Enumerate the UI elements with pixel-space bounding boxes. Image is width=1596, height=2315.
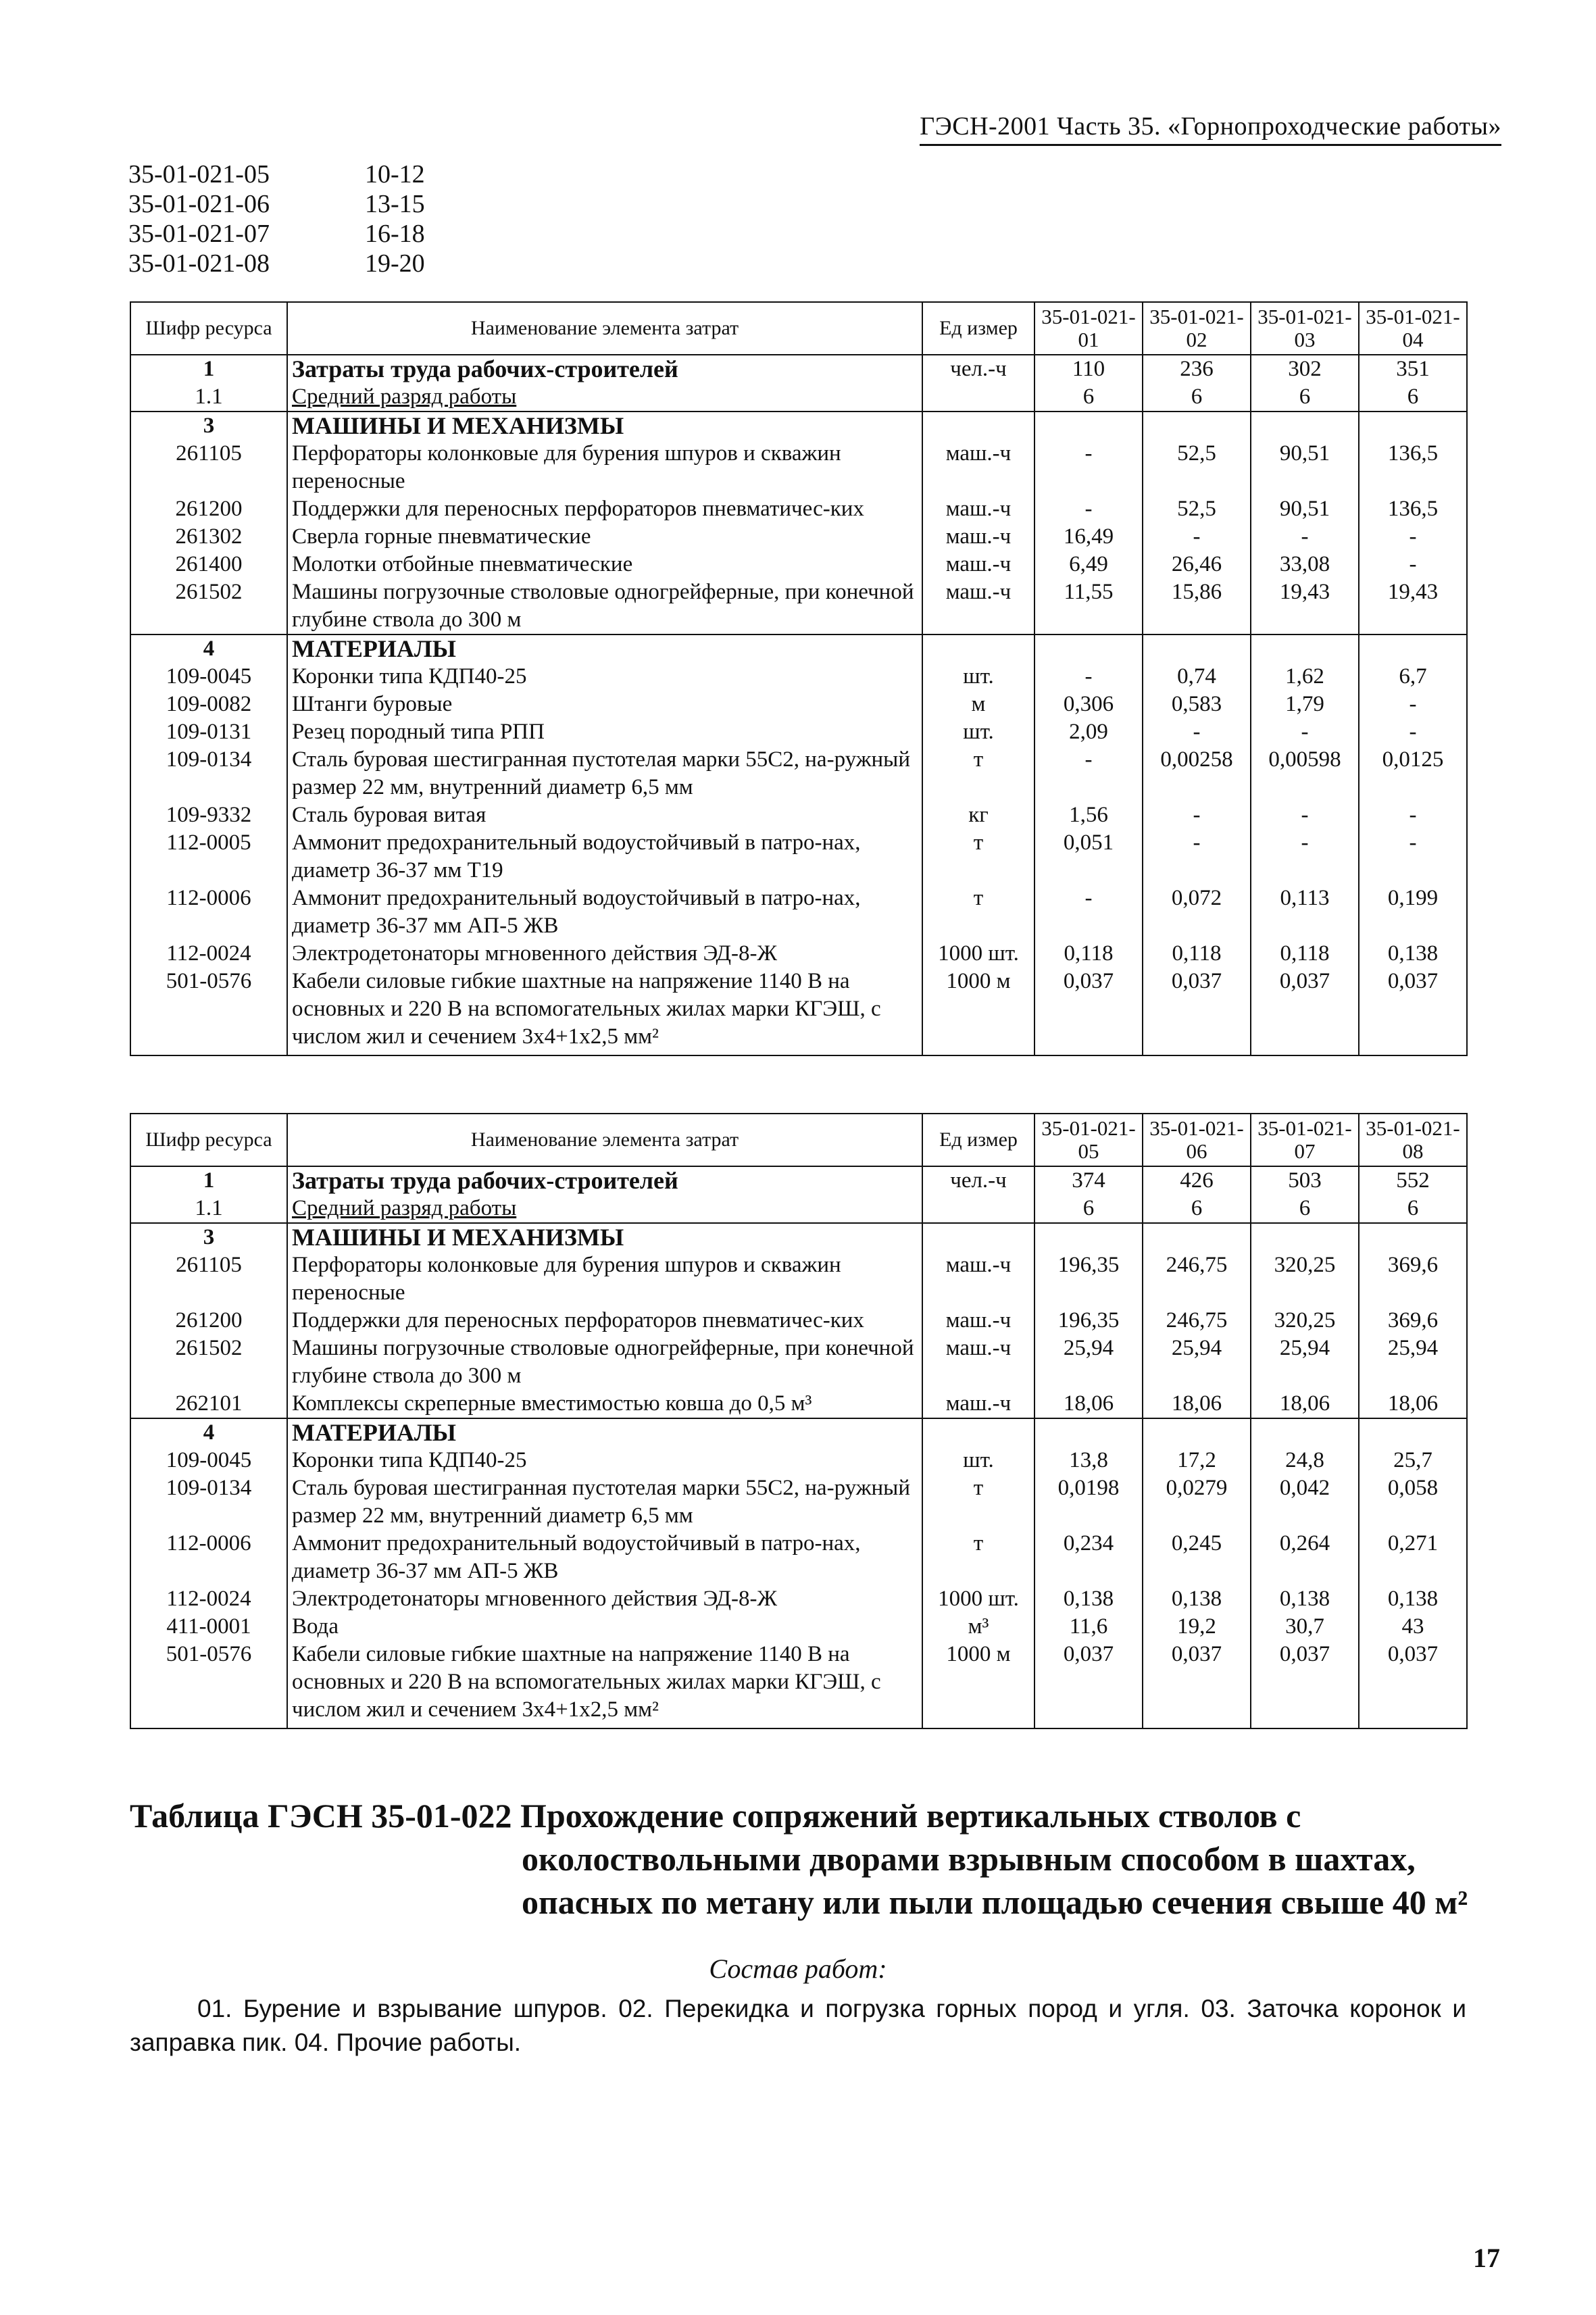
cell-value: 110 bbox=[1034, 355, 1143, 383]
cell-value: 25,94 bbox=[1034, 1335, 1143, 1390]
cell-unit: маш.-ч bbox=[922, 1335, 1034, 1390]
cell-value: 0,138 bbox=[1143, 1585, 1251, 1613]
cell-value: - bbox=[1143, 523, 1251, 551]
cell-name: Резец породный типа РПП bbox=[287, 718, 922, 746]
cell-value: 0,245 bbox=[1143, 1530, 1251, 1585]
cell-value: 25,94 bbox=[1143, 1335, 1251, 1390]
cell-value: 0,199 bbox=[1359, 885, 1467, 940]
cell-value: 19,43 bbox=[1251, 578, 1359, 634]
cell-value: 6 bbox=[1143, 1195, 1251, 1223]
table-row bbox=[130, 1195, 1467, 1223]
cell-unit: шт. bbox=[922, 1447, 1034, 1474]
cell-unit bbox=[922, 1223, 1034, 1251]
cell-value: 0,583 bbox=[1143, 691, 1251, 718]
composition-heading: Состав работ: bbox=[709, 1953, 887, 1984]
cell-code: 411-0001 bbox=[130, 1613, 287, 1641]
cell-value bbox=[1359, 412, 1467, 440]
table-title-line: Таблица ГЭСН 35-01-022 Прохождение сопряжений вертикальных стволов с bbox=[130, 1797, 1301, 1835]
cell-value: 302 bbox=[1251, 355, 1359, 383]
cell-code: 4 bbox=[130, 634, 287, 663]
cell-name: Молотки отбойные пневматические bbox=[287, 551, 922, 578]
cell-value: 90,51 bbox=[1251, 440, 1359, 495]
column-header-unit: Ед измер bbox=[922, 1114, 1034, 1166]
cell-value: 25,94 bbox=[1359, 1335, 1467, 1390]
column-header-norm: 35-01-021-01 bbox=[1034, 302, 1143, 355]
cell-code: 501-0576 bbox=[130, 968, 287, 1055]
cell-value: 24,8 bbox=[1251, 1447, 1359, 1474]
cell-name: Кабели силовые гибкие шахтные на напряжение 1140 В на основных и 220 В на вспомогательных жилах марки КГЭШ, с числом жил и сечением 3х4+1х2,5 мм² bbox=[287, 968, 922, 1055]
cell-name: Аммонит предохранительный водоустойчивый в патро-нах, диаметр 36-37 мм АП-5 ЖВ bbox=[287, 885, 922, 940]
cell-value: 0,118 bbox=[1034, 940, 1143, 968]
cell-code: 261502 bbox=[130, 1335, 287, 1390]
cell-value: - bbox=[1251, 801, 1359, 829]
table-row bbox=[130, 1613, 1467, 1641]
cell-code: 112-0005 bbox=[130, 829, 287, 885]
cell-value bbox=[1359, 634, 1467, 663]
cell-value: 6 bbox=[1251, 1195, 1359, 1223]
cell-value: 18,06 bbox=[1143, 1390, 1251, 1418]
cell-value: 246,75 bbox=[1143, 1251, 1251, 1307]
cell-unit: 1000 м bbox=[922, 968, 1034, 1055]
column-header-norm: 35-01-021-07 bbox=[1251, 1114, 1359, 1166]
cell-value bbox=[1251, 1223, 1359, 1251]
cell-value: 18,06 bbox=[1251, 1390, 1359, 1418]
cell-unit: чел.-ч bbox=[922, 355, 1034, 383]
table-row bbox=[130, 355, 1467, 383]
cell-value: 426 bbox=[1143, 1166, 1251, 1195]
cell-code: 109-0134 bbox=[130, 1474, 287, 1530]
cell-code: 3 bbox=[130, 412, 287, 440]
cell-code: 501-0576 bbox=[130, 1641, 287, 1728]
cell-value: 6,7 bbox=[1359, 663, 1467, 691]
cell-value: 136,5 bbox=[1359, 495, 1467, 523]
cell-code: 1 bbox=[130, 1166, 287, 1195]
reference-range: 10-12 bbox=[365, 160, 425, 189]
column-header-norm: 35-01-021-06 bbox=[1143, 1114, 1251, 1166]
cell-value: 0,037 bbox=[1359, 968, 1467, 1055]
cell-value: 369,6 bbox=[1359, 1307, 1467, 1335]
cell-value bbox=[1359, 1223, 1467, 1251]
cell-value: - bbox=[1034, 440, 1143, 495]
cell-unit: м³ bbox=[922, 1613, 1034, 1641]
reference-row bbox=[128, 219, 500, 249]
cell-value: 0,037 bbox=[1034, 1641, 1143, 1728]
cell-value: 0,138 bbox=[1359, 1585, 1467, 1613]
cell-code: 261105 bbox=[130, 440, 287, 495]
cell-name: МАШИНЫ И МЕХАНИЗМЫ bbox=[287, 1223, 922, 1251]
cell-code: 1.1 bbox=[130, 1195, 287, 1223]
cell-code: 262101 bbox=[130, 1390, 287, 1418]
table-row bbox=[130, 1474, 1467, 1530]
cell-code: 261400 bbox=[130, 551, 287, 578]
cell-value bbox=[1034, 1223, 1143, 1251]
column-header-code: Шифр ресурса bbox=[130, 1114, 287, 1166]
cell-value: 52,5 bbox=[1143, 440, 1251, 495]
table-title bbox=[130, 1794, 1481, 1924]
column-header-norm: 35-01-021-03 bbox=[1251, 302, 1359, 355]
table-row bbox=[130, 523, 1467, 551]
cell-name: МАШИНЫ И МЕХАНИЗМЫ bbox=[287, 412, 922, 440]
cell-value bbox=[1143, 634, 1251, 663]
cell-name: Сталь буровая шестигранная пустотелая марки 55С2, на-ружный размер 22 мм, внутренний диаметр 6,5 мм bbox=[287, 746, 922, 801]
reference-range: 13-15 bbox=[365, 190, 425, 218]
cell-value: 19,2 bbox=[1143, 1613, 1251, 1641]
cell-value: 196,35 bbox=[1034, 1307, 1143, 1335]
cell-value: - bbox=[1359, 523, 1467, 551]
table-row bbox=[130, 1335, 1467, 1390]
reference-range: 16-18 bbox=[365, 220, 425, 248]
cell-value: - bbox=[1359, 801, 1467, 829]
cell-name: Коронки типа КДП40-25 bbox=[287, 1447, 922, 1474]
cell-code: 261502 bbox=[130, 578, 287, 634]
cell-value: 19,43 bbox=[1359, 578, 1467, 634]
column-header-name: Наименование элемента затрат bbox=[287, 302, 922, 355]
cell-value: 11,55 bbox=[1034, 578, 1143, 634]
cell-value: 0,037 bbox=[1359, 1641, 1467, 1728]
cell-code: 109-9332 bbox=[130, 801, 287, 829]
column-header-norm: 35-01-021-05 bbox=[1034, 1114, 1143, 1166]
cell-unit bbox=[922, 1195, 1034, 1223]
table-row bbox=[130, 1585, 1467, 1613]
table-row bbox=[130, 746, 1467, 801]
cell-value: - bbox=[1143, 718, 1251, 746]
cell-name: Перфораторы колонковые для бурения шпуров и скважин переносные bbox=[287, 440, 922, 495]
cell-name: Машины погрузочные стволовые одногрейферные, при конечной глубине ствола до 300 м bbox=[287, 1335, 922, 1390]
table-row bbox=[130, 1307, 1467, 1335]
cell-value: - bbox=[1251, 523, 1359, 551]
cell-value: 30,7 bbox=[1251, 1613, 1359, 1641]
cell-unit: маш.-ч bbox=[922, 1307, 1034, 1335]
cell-value bbox=[1251, 1418, 1359, 1447]
table-row bbox=[130, 1641, 1467, 1728]
cell-value: 0,0279 bbox=[1143, 1474, 1251, 1530]
cell-value bbox=[1034, 1418, 1143, 1447]
cell-value: 0,037 bbox=[1251, 968, 1359, 1055]
table-row bbox=[130, 383, 1467, 412]
column-header-norm: 35-01-021-02 bbox=[1143, 302, 1251, 355]
cell-value: 25,7 bbox=[1359, 1447, 1467, 1474]
cell-value: 369,6 bbox=[1359, 1251, 1467, 1307]
column-header-code: Шифр ресурса bbox=[130, 302, 287, 355]
table-row bbox=[130, 440, 1467, 495]
table-row bbox=[130, 1223, 1467, 1251]
cell-value: 552 bbox=[1359, 1166, 1467, 1195]
reference-row bbox=[128, 189, 500, 219]
cell-value bbox=[1359, 1418, 1467, 1447]
cell-value bbox=[1143, 412, 1251, 440]
table-row bbox=[130, 829, 1467, 885]
table-row bbox=[130, 1530, 1467, 1585]
table-row bbox=[130, 1390, 1467, 1418]
cell-value: 17,2 bbox=[1143, 1447, 1251, 1474]
cell-unit: т bbox=[922, 746, 1034, 801]
reference-code: 35-01-021-07 bbox=[128, 220, 270, 248]
cell-name: Кабели силовые гибкие шахтные на напряжение 1140 В на основных и 220 В на вспомогательных жилах марки КГЭШ, с числом жил и сечением 3х4+1х2,5 мм² bbox=[287, 1641, 922, 1728]
cell-value: 0,058 bbox=[1359, 1474, 1467, 1530]
cell-value: 0,00598 bbox=[1251, 746, 1359, 801]
cell-value: 6 bbox=[1251, 383, 1359, 412]
cell-code: 112-0024 bbox=[130, 1585, 287, 1613]
cell-value: 0,037 bbox=[1143, 1641, 1251, 1728]
cell-name: Сталь буровая витая bbox=[287, 801, 922, 829]
cell-unit bbox=[922, 634, 1034, 663]
cell-value: 320,25 bbox=[1251, 1251, 1359, 1307]
page-number: 17 bbox=[1473, 2243, 1500, 2273]
cell-unit: маш.-ч bbox=[922, 551, 1034, 578]
composition-text: 01. Бурение и взрывание шпуров. 02. Перекидка и погрузка горных пород и угля. 03. Заточка коронок и заправка пик. 04. Прочие работы. bbox=[130, 1995, 1466, 2056]
column-header-norm: 35-01-021-04 bbox=[1359, 302, 1467, 355]
table-row bbox=[130, 691, 1467, 718]
table-row bbox=[130, 718, 1467, 746]
table-row bbox=[130, 634, 1467, 663]
cell-code: 261200 bbox=[130, 495, 287, 523]
cell-value: 0,271 bbox=[1359, 1530, 1467, 1585]
cell-code: 1.1 bbox=[130, 383, 287, 412]
reference-range: 19-20 bbox=[365, 249, 425, 278]
cell-unit: маш.-ч bbox=[922, 440, 1034, 495]
table-row bbox=[130, 1166, 1467, 1195]
cell-unit: кг bbox=[922, 801, 1034, 829]
cell-value: 6 bbox=[1034, 1195, 1143, 1223]
cell-code: 261200 bbox=[130, 1307, 287, 1335]
cell-value: 43 bbox=[1359, 1613, 1467, 1641]
cell-value: 0,037 bbox=[1143, 968, 1251, 1055]
cell-value: 13,8 bbox=[1034, 1447, 1143, 1474]
cell-name: Машины погрузочные стволовые одногрейферные, при конечной глубине ствола до 300 м bbox=[287, 578, 922, 634]
cell-code: 109-0045 bbox=[130, 663, 287, 691]
cell-value bbox=[1251, 412, 1359, 440]
cell-value: 1,62 bbox=[1251, 663, 1359, 691]
cell-value: 0,118 bbox=[1143, 940, 1251, 968]
cell-name: Аммонит предохранительный водоустойчивый в патро-нах, диаметр 36-37 мм АП-5 ЖВ bbox=[287, 1530, 922, 1585]
cell-value: - bbox=[1359, 718, 1467, 746]
cell-value: 26,46 bbox=[1143, 551, 1251, 578]
cell-value: 374 bbox=[1034, 1166, 1143, 1195]
cell-value bbox=[1251, 634, 1359, 663]
cell-value: - bbox=[1034, 885, 1143, 940]
reference-list bbox=[128, 159, 500, 278]
cell-code: 112-0024 bbox=[130, 940, 287, 968]
table-row bbox=[130, 801, 1467, 829]
cell-value: - bbox=[1251, 829, 1359, 885]
cell-value: - bbox=[1034, 663, 1143, 691]
column-header-name: Наименование элемента затрат bbox=[287, 1114, 922, 1166]
cell-unit: 1000 шт. bbox=[922, 1585, 1034, 1613]
table-title-line: околоствольными дворами взрывным способом в шахтах, bbox=[522, 1840, 1416, 1878]
cell-unit: маш.-ч bbox=[922, 1251, 1034, 1307]
cell-name: Перфораторы колонковые для бурения шпуров и скважин переносные bbox=[287, 1251, 922, 1307]
cell-unit: м bbox=[922, 691, 1034, 718]
cell-value: 351 bbox=[1359, 355, 1467, 383]
cell-value: 0,037 bbox=[1251, 1641, 1359, 1728]
cell-name: Коронки типа КДП40-25 bbox=[287, 663, 922, 691]
cell-value: 0,234 bbox=[1034, 1530, 1143, 1585]
cell-value: 0,118 bbox=[1251, 940, 1359, 968]
cell-value: 33,08 bbox=[1251, 551, 1359, 578]
cell-value: 0,264 bbox=[1251, 1530, 1359, 1585]
cell-name: Электродетонаторы мгновенного действия ЭД-8-Ж bbox=[287, 1585, 922, 1613]
cell-unit: чел.-ч bbox=[922, 1166, 1034, 1195]
cell-value: 0,042 bbox=[1251, 1474, 1359, 1530]
cell-unit: т bbox=[922, 829, 1034, 885]
table-row bbox=[130, 412, 1467, 440]
cell-name: Затраты труда рабочих-строителей bbox=[287, 1166, 922, 1195]
cell-value: - bbox=[1251, 718, 1359, 746]
cell-value: 0,138 bbox=[1251, 1585, 1359, 1613]
cell-value: 90,51 bbox=[1251, 495, 1359, 523]
reference-code: 35-01-021-08 bbox=[128, 249, 270, 278]
cell-value: - bbox=[1359, 691, 1467, 718]
cell-name: Сверла горные пневматические bbox=[287, 523, 922, 551]
cell-value: 320,25 bbox=[1251, 1307, 1359, 1335]
running-header: ГЭСН-2001 Часть 35. «Горнопроходческие работы» bbox=[920, 111, 1501, 146]
table-row bbox=[130, 551, 1467, 578]
cell-unit: маш.-ч bbox=[922, 495, 1034, 523]
cell-value: 15,86 bbox=[1143, 578, 1251, 634]
cell-value: 0,0125 bbox=[1359, 746, 1467, 801]
cell-value: 18,06 bbox=[1359, 1390, 1467, 1418]
cell-value: 246,75 bbox=[1143, 1307, 1251, 1335]
cell-value: - bbox=[1143, 801, 1251, 829]
resource-table-1 bbox=[130, 301, 1468, 1056]
cell-value: 1,56 bbox=[1034, 801, 1143, 829]
cell-value bbox=[1143, 1418, 1251, 1447]
table-row bbox=[130, 968, 1467, 1055]
cell-name: Поддержки для переносных перфораторов пневматичес-ких bbox=[287, 495, 922, 523]
cell-value: - bbox=[1034, 495, 1143, 523]
cell-code: 112-0006 bbox=[130, 885, 287, 940]
cell-code: 4 bbox=[130, 1418, 287, 1447]
cell-value: 2,09 bbox=[1034, 718, 1143, 746]
cell-value: 6 bbox=[1359, 1195, 1467, 1223]
cell-unit: шт. bbox=[922, 718, 1034, 746]
cell-value bbox=[1034, 412, 1143, 440]
cell-value: - bbox=[1359, 551, 1467, 578]
cell-value: 0,037 bbox=[1034, 968, 1143, 1055]
cell-name: Поддержки для переносных перфораторов пневматичес-ких bbox=[287, 1307, 922, 1335]
table-row bbox=[130, 1418, 1467, 1447]
cell-value: 1,79 bbox=[1251, 691, 1359, 718]
cell-value: - bbox=[1034, 746, 1143, 801]
cell-value: 0,00258 bbox=[1143, 746, 1251, 801]
cell-unit: маш.-ч bbox=[922, 1390, 1034, 1418]
table-row bbox=[130, 663, 1467, 691]
cell-value: - bbox=[1359, 829, 1467, 885]
cell-name: Средний разряд работы bbox=[287, 383, 922, 412]
cell-code: 261302 bbox=[130, 523, 287, 551]
cell-value: 52,5 bbox=[1143, 495, 1251, 523]
cell-unit: шт. bbox=[922, 663, 1034, 691]
cell-code: 3 bbox=[130, 1223, 287, 1251]
cell-value: 6 bbox=[1359, 383, 1467, 412]
cell-code: 112-0006 bbox=[130, 1530, 287, 1585]
cell-value: 6 bbox=[1034, 383, 1143, 412]
cell-name: Комплексы скреперные вместимостью ковша до 0,5 м³ bbox=[287, 1390, 922, 1418]
cell-name: МАТЕРИАЛЫ bbox=[287, 634, 922, 663]
cell-unit: маш.-ч bbox=[922, 578, 1034, 634]
cell-code: 261105 bbox=[130, 1251, 287, 1307]
cell-value bbox=[1143, 1223, 1251, 1251]
table-row bbox=[130, 495, 1467, 523]
cell-code: 109-0082 bbox=[130, 691, 287, 718]
column-header-norm: 35-01-021-08 bbox=[1359, 1114, 1467, 1166]
cell-code: 109-0045 bbox=[130, 1447, 287, 1474]
cell-value: 16,49 bbox=[1034, 523, 1143, 551]
cell-value: 6,49 bbox=[1034, 551, 1143, 578]
cell-value: - bbox=[1143, 829, 1251, 885]
cell-name: Вода bbox=[287, 1613, 922, 1641]
cell-name: Средний разряд работы bbox=[287, 1195, 922, 1223]
cell-code: 109-0134 bbox=[130, 746, 287, 801]
cell-value: 0,072 bbox=[1143, 885, 1251, 940]
table-header-row bbox=[130, 1114, 1467, 1166]
table-row bbox=[130, 940, 1467, 968]
cell-value: 11,6 bbox=[1034, 1613, 1143, 1641]
cell-value: 0,0198 bbox=[1034, 1474, 1143, 1530]
cell-name: Затраты труда рабочих-строителей bbox=[287, 355, 922, 383]
table-row bbox=[130, 578, 1467, 634]
cell-unit: т bbox=[922, 1474, 1034, 1530]
cell-name: Сталь буровая шестигранная пустотелая марки 55С2, на-ружный размер 22 мм, внутренний диаметр 6,5 мм bbox=[287, 1474, 922, 1530]
cell-unit: т bbox=[922, 1530, 1034, 1585]
cell-value: 136,5 bbox=[1359, 440, 1467, 495]
cell-value: 196,35 bbox=[1034, 1251, 1143, 1307]
cell-code: 109-0131 bbox=[130, 718, 287, 746]
cell-name: Аммонит предохранительный водоустойчивый в патро-нах, диаметр 36-37 мм Т19 bbox=[287, 829, 922, 885]
cell-name: Электродетонаторы мгновенного действия ЭД-8-Ж bbox=[287, 940, 922, 968]
reference-row bbox=[128, 249, 500, 278]
cell-value bbox=[1034, 634, 1143, 663]
cell-value: 0,138 bbox=[1034, 1585, 1143, 1613]
cell-value: 25,94 bbox=[1251, 1335, 1359, 1390]
cell-unit bbox=[922, 412, 1034, 440]
table-row bbox=[130, 1447, 1467, 1474]
cell-unit bbox=[922, 1418, 1034, 1447]
cell-unit bbox=[922, 383, 1034, 412]
reference-code: 35-01-021-06 bbox=[128, 190, 270, 218]
reference-code: 35-01-021-05 bbox=[128, 160, 270, 189]
resource-table-2 bbox=[130, 1113, 1468, 1729]
cell-value: 236 bbox=[1143, 355, 1251, 383]
reference-row bbox=[128, 159, 500, 189]
cell-name: Штанги буровые bbox=[287, 691, 922, 718]
cell-value: 0,306 bbox=[1034, 691, 1143, 718]
cell-unit: т bbox=[922, 885, 1034, 940]
cell-value: 0,74 bbox=[1143, 663, 1251, 691]
cell-value: 0,051 bbox=[1034, 829, 1143, 885]
cell-unit: маш.-ч bbox=[922, 523, 1034, 551]
cell-code: 1 bbox=[130, 355, 287, 383]
cell-value: 503 bbox=[1251, 1166, 1359, 1195]
cell-name: МАТЕРИАЛЫ bbox=[287, 1418, 922, 1447]
cell-value: 6 bbox=[1143, 383, 1251, 412]
cell-value: 0,113 bbox=[1251, 885, 1359, 940]
cell-value: 18,06 bbox=[1034, 1390, 1143, 1418]
table-row bbox=[130, 1251, 1467, 1307]
table-header-row bbox=[130, 302, 1467, 355]
cell-value: 0,138 bbox=[1359, 940, 1467, 968]
column-header-unit: Ед измер bbox=[922, 302, 1034, 355]
table-row bbox=[130, 885, 1467, 940]
cell-unit: 1000 шт. bbox=[922, 940, 1034, 968]
table-title-line: опасных по метану или пыли площадью сечения свыше 40 м² bbox=[522, 1883, 1468, 1921]
cell-unit: 1000 м bbox=[922, 1641, 1034, 1728]
